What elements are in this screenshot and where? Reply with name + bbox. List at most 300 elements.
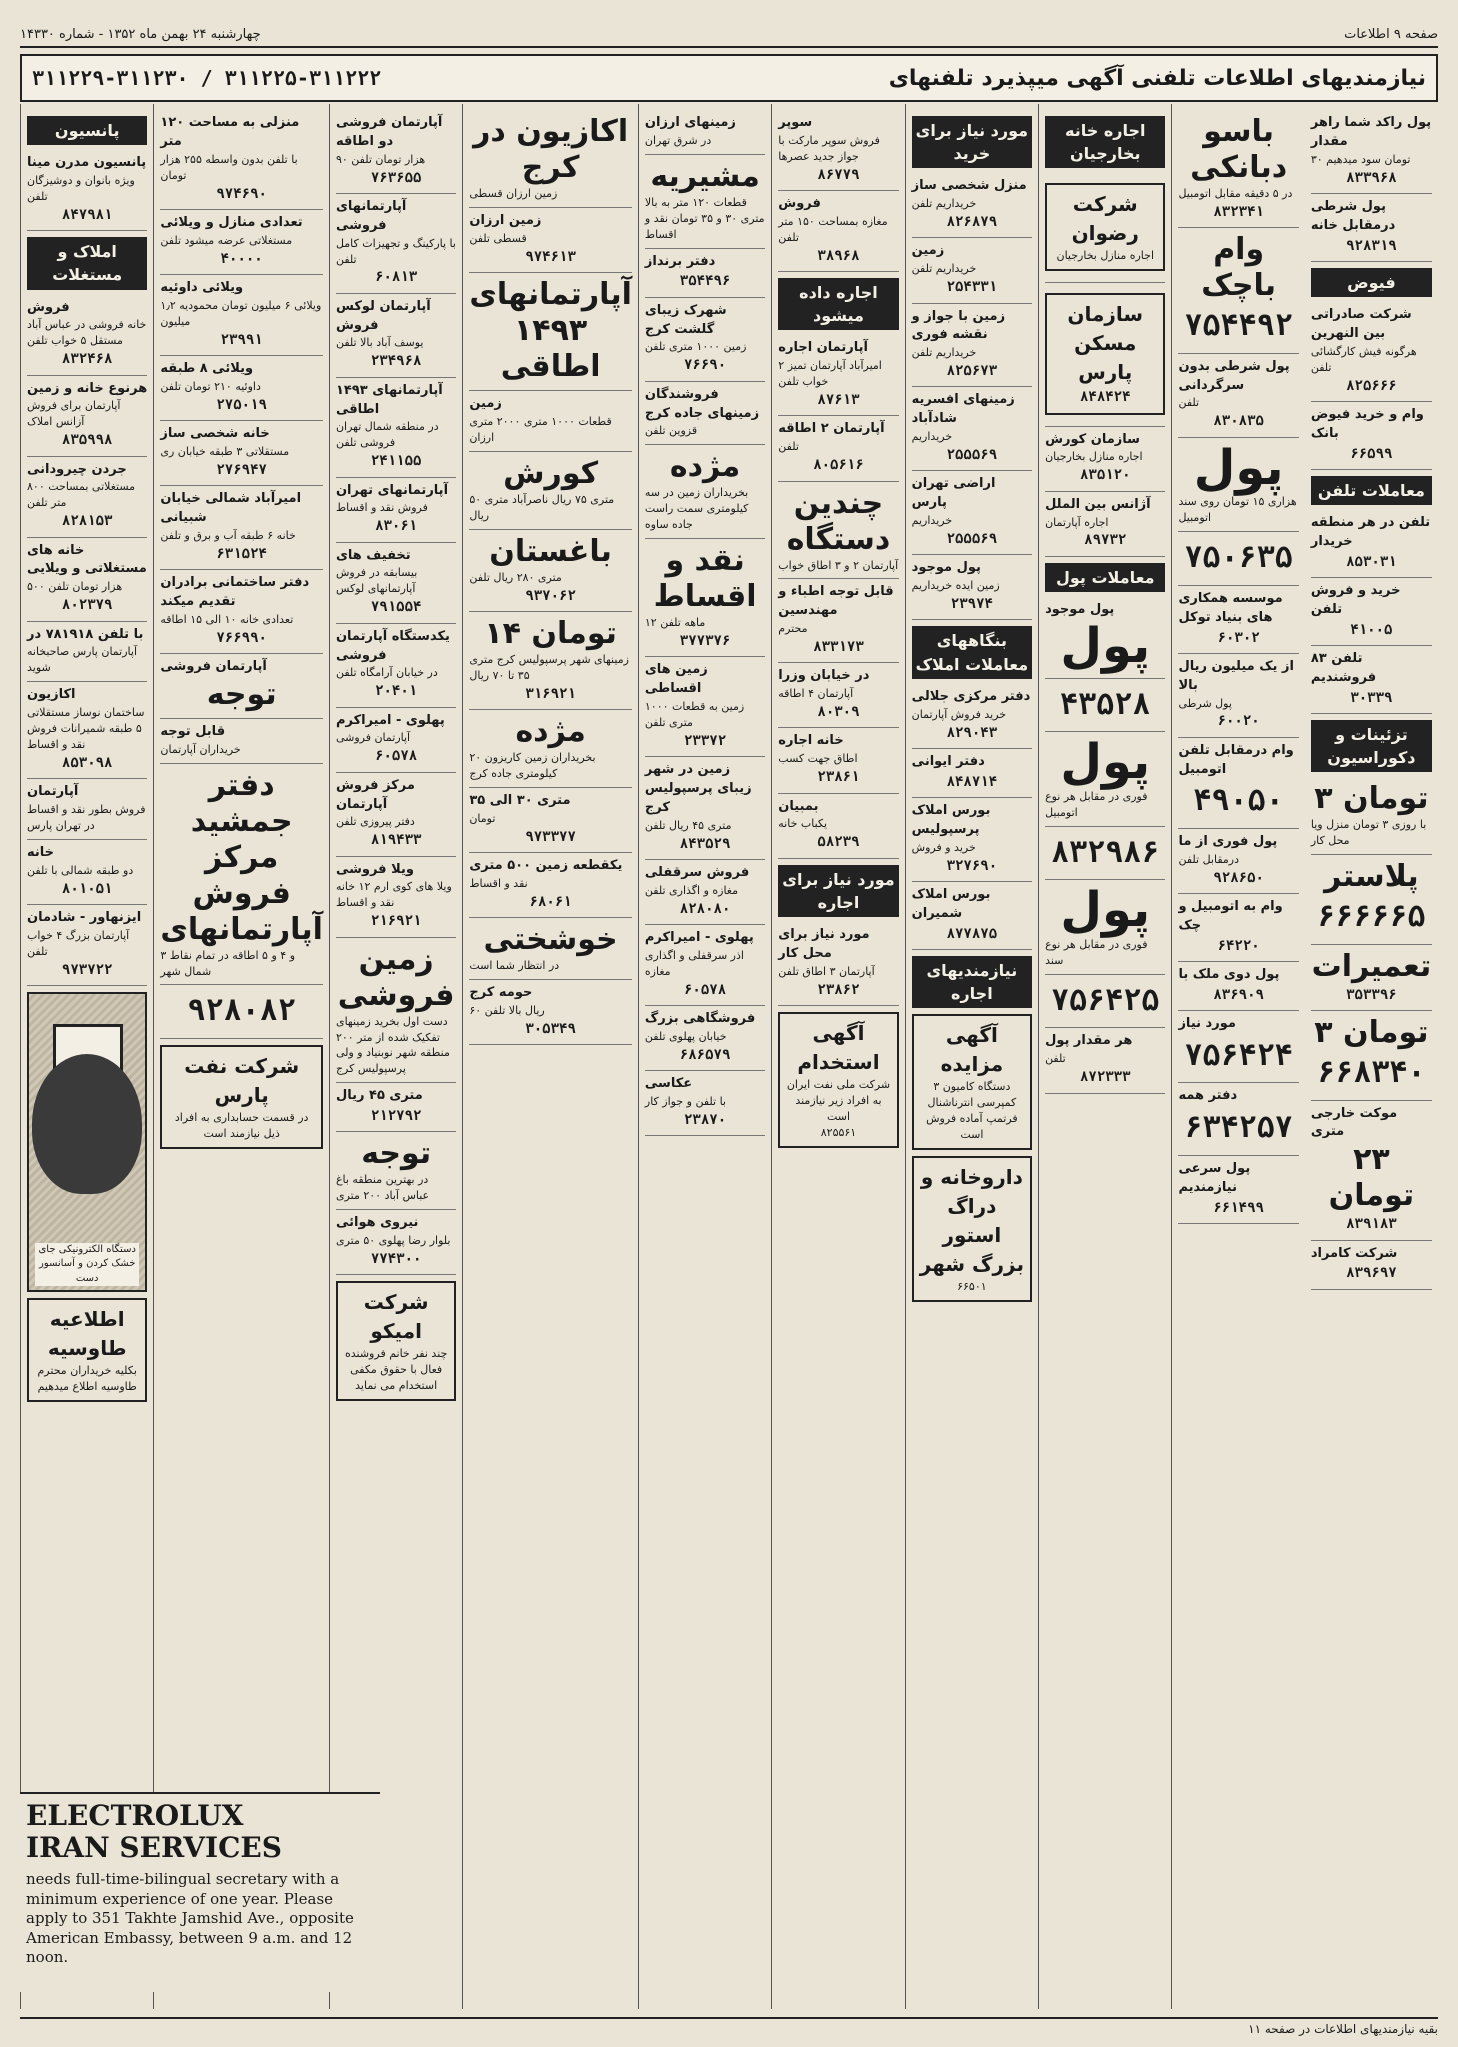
page-footer	[20, 2017, 1438, 2039]
classified-ad	[1311, 1241, 1432, 1290]
ad-title: ایزنهاور - شادمان	[27, 910, 142, 926]
boxed-ad	[1045, 183, 1165, 271]
ad-body: متری ۷۵ ریال ناصرآباد متری ۵۰ ریال	[469, 492, 615, 522]
classified-ad	[645, 298, 765, 382]
ad-title: سازمان مسکن پارس	[1067, 302, 1144, 385]
classified-ad	[469, 110, 632, 208]
classified-ad	[645, 382, 765, 446]
classified-ad	[778, 663, 898, 728]
ad-title: فروشگاهی بزرگ	[644, 1011, 756, 1027]
ad-title: دفتر ایوانی	[911, 753, 985, 769]
ad-phone: ۸۳۳۱۷۳	[813, 639, 864, 656]
ad-phone: ۳۵۴۴۹۶	[679, 273, 731, 290]
classified-ad	[336, 624, 456, 708]
classified-ad	[469, 918, 632, 980]
ad-title: یکدستگاه آپارتمان فروشی	[335, 628, 450, 663]
ad-body: اجاره منازل بخارجیان	[1045, 450, 1143, 464]
ad-title: شرکت رضوان	[1071, 192, 1139, 246]
ad-column-3	[329, 104, 462, 2009]
boxed-ad	[1045, 293, 1165, 414]
classified-ad	[912, 555, 1032, 620]
ad-headline: پلاستر	[1324, 859, 1419, 895]
ad-body: در خیابان آرامگاه تلفن	[335, 666, 438, 680]
ad-phone: ۲۰۴۰۱	[375, 683, 418, 700]
ad-title: اطلاعیه طاوسیه	[47, 1307, 127, 1361]
ad-body: آپارتمان ۳ اطاق تلفن	[778, 964, 875, 978]
ad-phone: ۳۵۳۳۹۶	[1346, 986, 1397, 1003]
ad-body: زمین به قطعات ۱۰۰۰ متری تلفن	[644, 700, 745, 729]
ad-phone: ۳۷۷۳۷۶	[679, 633, 731, 650]
ad-phone: ۸۲۶۸۷۹	[946, 214, 998, 231]
ad-column-1	[20, 104, 153, 2009]
ad-title: پول موجود	[911, 560, 981, 576]
ad-phone: ۷۶۳۶۵۵	[370, 169, 422, 186]
ad-title: با تلفن ۷۸۱۹۱۸ در	[27, 626, 144, 642]
ad-title: بمبیان	[778, 798, 819, 814]
ad-body: در بهترین منطقه باغ عباس آباد ۲۰۰ متری	[335, 1173, 430, 1203]
classified-ad	[1045, 173, 1165, 283]
classified-ad	[778, 579, 898, 663]
ad-phone: ۳۸۹۶۸	[817, 247, 860, 264]
ad-phone: ۶۶۱۴۹۹	[1213, 1199, 1264, 1216]
ad-title: موسسه همکاری های بنیاد توکل	[1178, 590, 1283, 625]
ad-title: آپارتمان اجاره	[778, 340, 868, 356]
classified-ad	[160, 275, 323, 356]
ad-phone: ۸۶۷۷۹	[817, 166, 860, 183]
classified-ad	[1311, 402, 1432, 470]
ad-title: آپارتمان فروشی دو اطاقه	[335, 115, 443, 149]
classified-ad	[1311, 1101, 1432, 1241]
ad-body: آپارتمان پارس صاحبخانه شوید	[27, 645, 137, 675]
ad-body: فوری در مقابل هر نوع اتومبیل	[1045, 789, 1148, 819]
classified-ad	[778, 110, 898, 191]
ad-phone: ۲۳۸۷۰	[684, 1111, 727, 1128]
category-header: پانسیون	[27, 116, 147, 145]
classified-ad	[1311, 945, 1432, 1011]
ad-phone: ۲۵۵۵۶۹	[946, 531, 998, 547]
ad-phone: ۶۶۸۳۴۰	[1317, 1055, 1426, 1091]
classified-ad	[912, 684, 1032, 749]
ad-headline: باغستان	[489, 533, 612, 569]
ad-phone: ۹۷۳۳۷۷	[525, 828, 576, 845]
ad-headline: نقد و اقساط	[653, 543, 757, 615]
classified-ad	[469, 391, 632, 452]
ad-title: پول راکد شما راهر مقدار	[1310, 115, 1432, 149]
ad-title: عکاسی	[644, 1076, 693, 1092]
electrolux-subtitle: IRAN SERVICES	[26, 1831, 282, 1865]
ad-body: در ۵ دقیقه مقابل اتومبیل	[1178, 187, 1293, 200]
footer-text: بقیه نیازمندیهای اطلاعات در صفحه ۱۱	[1248, 2022, 1438, 2036]
category-header: تزئینات و دکوراسیون	[1311, 720, 1432, 772]
ad-title: از یک میلیون ریال بالا	[1178, 658, 1294, 693]
ad-body: آپارتمان برای فروش آزانس املاک	[27, 399, 121, 429]
classified-ad	[645, 445, 765, 539]
ad-body: آپارتمان بزرگ ۴ خواب تلفن	[27, 928, 130, 958]
product-image-ad	[27, 992, 147, 1292]
ad-phone: ۸۴۷۹۸۱	[61, 206, 113, 223]
ad-title: زمینهای ارزان	[644, 115, 736, 130]
ad-title: شرکت صادراتی بین النهرین	[1310, 307, 1412, 341]
classified-ad	[1045, 492, 1165, 557]
classified-ad	[778, 335, 898, 416]
ad-body: یوسف آباد بالا تلفن	[335, 336, 424, 350]
ad-title: بورس املاک شمیران	[911, 886, 991, 921]
classified-ad	[160, 570, 323, 654]
classified-ad	[336, 1132, 456, 1210]
ad-title: ویلا فروشی	[335, 861, 414, 877]
ad-body: تلفن	[1045, 1052, 1066, 1066]
ad-body: متری ۴۵ ریال تلفن	[644, 818, 732, 832]
ad-phone: ۸۲۸۰۸۰	[679, 900, 731, 917]
ad-phone: ۸۵۳۰۹۸	[61, 754, 113, 771]
ad-body: زمین ۱۰۰۰ متری تلفن	[644, 340, 747, 354]
classified-ad	[912, 387, 1032, 471]
classified-ad	[27, 150, 147, 231]
ad-title: مرکز فروش آپارتمان	[335, 777, 415, 812]
classified-ad	[469, 452, 632, 530]
ad-headline: تعمیرات	[1311, 948, 1432, 984]
ad-body: با تلفن بدون واسطه ۲۵۵ هزار تومان	[160, 152, 298, 182]
classified-ad	[645, 155, 765, 249]
category-header: اجاره داده میشود	[778, 278, 898, 330]
classified-ad	[1178, 438, 1298, 533]
ad-title: حومه کرج	[469, 984, 533, 1000]
ad-title: مورد نیاز برای محل کار	[778, 926, 870, 961]
category-header: مورد نیاز برای اجاره	[778, 865, 898, 917]
category-header: اجاره خانه بخارجیان	[1045, 116, 1165, 168]
ad-title: متری ۴۵ ریال	[335, 1088, 423, 1104]
classified-ad	[336, 773, 456, 857]
ad-phone: ۸۴۳۵۲۹	[679, 835, 731, 852]
ad-title: وام به اتومبیل و چک	[1178, 899, 1283, 933]
ad-body: خریداریم تلفن	[911, 346, 977, 360]
ad-body: خریداریم	[911, 514, 953, 528]
classified-ad	[1178, 962, 1298, 1011]
issue-date: چهارشنبه ۲۴ بهمن ماه ۱۳۵۲ - شماره ۱۴۳۳۰	[20, 26, 261, 42]
ad-title: فروشندگان زمینهای جاده کرج	[644, 386, 760, 421]
ad-body: مستغلاتی عرضه میشود تلفن	[160, 233, 293, 247]
classified-ad	[469, 788, 632, 853]
classified-ad	[469, 612, 632, 710]
ad-body: ۱۲ ماهه تلفن	[644, 616, 706, 630]
ad-title: خانه شخصی ساز	[160, 426, 270, 442]
ad-title: زمینهای افسریه شادآباد	[911, 392, 1015, 427]
ad-phone: ۸۲۵۶۷۳	[946, 363, 998, 380]
ad-phone: ۷۵۰۶۳۵	[1184, 540, 1293, 576]
ad-phone: ۶۰۰۲۰	[1217, 713, 1260, 730]
ad-phone: ۹۲۸۶۵۰	[1213, 869, 1264, 886]
ad-body: در قسمت حسابداری به افراد ذیل نیازمند است	[174, 1110, 309, 1140]
ad-column-2	[153, 104, 329, 2009]
ad-title: آپارتمانهای تهران	[335, 482, 449, 498]
classified-ad	[1045, 679, 1165, 733]
ad-phone: ۸۳۵۱۲۰	[1079, 467, 1131, 484]
ad-title: یکقطعه زمین ۵۰۰ متری	[469, 857, 623, 873]
ad-phone: ۶۰۵۷۸	[684, 981, 727, 998]
ad-title: جردن چیرودانی	[27, 461, 127, 477]
classified-ad	[1311, 578, 1432, 646]
classified-ad	[160, 719, 323, 764]
classified-ad	[912, 749, 1032, 798]
ad-title: دفتر برنداز	[644, 253, 716, 269]
ad-body: قطعات ۱۲۰ متر به بالا متری ۳۰ و ۳۵ تومان نقد و اقساط	[644, 195, 765, 241]
ad-title: پول دوی ملک با	[1178, 966, 1280, 982]
image-caption: دستگاه الکترونیکی جای خشک کردن و آسانسور دست	[35, 1243, 139, 1287]
classified-ad	[1178, 654, 1298, 738]
ad-body: در شرق تهران	[644, 133, 712, 147]
ad-body: درمقابل تلفن	[1178, 852, 1240, 866]
classified-ad	[1045, 880, 1165, 975]
classified-ad	[912, 173, 1032, 238]
ad-phone: ۳۱۶۹۲۱	[525, 685, 576, 702]
ad-headline: زمین فروشی	[337, 941, 455, 1013]
ad-title: اراضی تهران پارس	[911, 476, 996, 511]
classified-ad	[1045, 1028, 1165, 1093]
ad-phone: ۲۴۱۱۵۵	[370, 453, 422, 470]
ad-phone: ۲۷۶۹۴۷	[216, 461, 267, 478]
ad-phone: ۶۶۵۹۹	[1350, 445, 1393, 462]
ad-display-word: پول	[1060, 734, 1151, 791]
mazayede-ad	[912, 1014, 1032, 1150]
ad-title: آگهی استخدام	[797, 1020, 880, 1074]
ad-title: خانه اجاره	[778, 733, 844, 749]
ad-phone: ۲۳۴۹۶۸	[370, 353, 422, 370]
ad-column-5	[638, 104, 771, 2009]
ad-title: دفتر مرکزی جلالی	[911, 688, 1031, 704]
ad-title: زمین ارزان	[469, 212, 542, 228]
ad-body: خیابان پهلوی تلفن	[644, 1029, 727, 1043]
ad-body: دو طبقه شمالی با تلفن	[27, 863, 134, 877]
classified-ad	[336, 543, 456, 624]
ad-body: فوری در مقابل هر نوع سند	[1045, 938, 1148, 967]
ad-title: آپارتمانهای ۱۴۹۳ اطاقی	[335, 382, 443, 417]
classified-ad	[1045, 975, 1165, 1029]
classified-ad	[778, 794, 898, 859]
classified-ad	[912, 304, 1032, 388]
ad-phone: ۵۸۲۳۹	[817, 834, 860, 851]
ad-body: با پارکینگ و تجهیزات کامل تلفن	[335, 236, 456, 266]
ad-body: با روزی ۳ تومان منزل ویا محل کار	[1310, 818, 1427, 848]
ad-phone: ۴۱۰۰۵	[1350, 621, 1393, 638]
classified-ad	[645, 1006, 765, 1071]
ad-body: اذر سرقفلی و اگذاری مغازه	[644, 948, 744, 978]
ad-body: تعدادی خانه ۱۰ الی ۱۵ اطاقه	[160, 612, 294, 626]
classified-ad	[1311, 646, 1432, 714]
ad-title: دفتر همه	[1178, 1088, 1238, 1104]
ad-title: زمین	[469, 396, 502, 412]
ad-body: بلوار رضا پهلوی ۵۰ متری	[335, 1234, 451, 1248]
ad-headline: ۲۳ تومان	[1328, 1142, 1415, 1214]
ad-body: شرکت ملی نفت ایران به افراد زیر نیازمند است	[786, 1077, 891, 1123]
classified-ad	[912, 798, 1032, 882]
ad-title: قابل توجه اطباء و مهندسین	[778, 584, 894, 619]
ad-phone: ۸۳۲۳۴۱	[1213, 203, 1264, 220]
ad-title: شهرک زیبای گلشت کرج	[644, 302, 727, 337]
ad-column-10	[1305, 104, 1438, 2009]
ad-title: دفتر ساختمانی برادران تقدیم میکند	[160, 575, 310, 609]
ad-display-word: پول	[1060, 882, 1151, 939]
ad-phone: ۸۱۹۴۳۳	[370, 832, 422, 849]
ad-phone: ۹۲۸۰۸۲	[187, 993, 296, 1029]
ad-phone: ۴۹۰۵۰	[1193, 783, 1284, 819]
ad-body: فروش سوپر مارکت با جواز جدید عصرها	[778, 133, 880, 163]
classified-ad	[645, 539, 765, 657]
ad-body: مغازه بمساحت ۱۵۰ متر تلفن	[778, 214, 888, 244]
ad-phone: ۶۳۱۵۲۴	[216, 545, 267, 562]
ad-phone: ۸۳۰۸۳۵	[1213, 413, 1264, 430]
ad-title: امیرآباد شمالی خیابان شبیانی	[160, 491, 302, 525]
ad-body: امیرآباد آپارتمان تمیز ۲ خواب تلفن	[778, 359, 882, 389]
classified-ad	[27, 779, 147, 840]
ad-title: هر مقدار پول	[1045, 1033, 1133, 1049]
classified-ad	[912, 238, 1032, 303]
ad-title: پول موجود	[1045, 601, 1115, 617]
classified-ad	[1311, 302, 1432, 402]
ad-title: پهلوی - امیراکرم	[335, 712, 445, 728]
classified-ad	[778, 416, 898, 481]
ad-title: زمین	[911, 243, 945, 259]
amico-ad	[336, 1281, 456, 1401]
ad-phone: ۸۲۸۱۵۳	[61, 513, 113, 530]
ad-phone: ۸۲۵۵۶۱	[820, 1125, 857, 1139]
ad-body: خریداریم	[911, 430, 953, 444]
ad-body: ۳۰ تومان سود میدهیم	[1310, 152, 1411, 166]
ad-phone: ۲۳۳۷۲	[684, 732, 727, 749]
page-header	[20, 22, 1438, 48]
ad-body: ۶۰ ریال بالا تلفن	[469, 1003, 545, 1017]
ad-phone: ۲۱۶۹۲۱	[370, 913, 422, 930]
ad-phone: ۷۵۴۴۹۲	[1184, 308, 1293, 344]
classified-ad	[645, 657, 765, 757]
classified-ad	[160, 486, 323, 570]
classified-ad	[645, 1071, 765, 1136]
classified-ad	[27, 295, 147, 376]
classified-ad	[27, 457, 147, 538]
ad-phone: ۸۷۲۳۳۳	[1079, 1069, 1131, 1086]
ad-phone: ۲۵۵۵۶۹	[946, 447, 998, 464]
ad-title: پانسیون مدرن مینا	[27, 155, 147, 171]
ad-phone: ۶۶۵۰۱	[957, 1280, 987, 1293]
ad-body: دست اول بخرید زمینهای تفکیک شده از متر ۲۰۰ منطقه شهر نوبنیاد و ولی پرسپولیس کرج	[335, 1014, 450, 1076]
ad-display-word: پول	[1193, 439, 1284, 496]
classified-ad	[645, 860, 765, 925]
ad-title: آگهی مزایده	[940, 1023, 1004, 1077]
ad-phone: ۷۷۴۳۰۰	[370, 1251, 422, 1268]
naftpars-ad	[160, 1045, 323, 1149]
ad-title: خانه	[27, 844, 55, 860]
ad-headline: خوشختی	[483, 922, 618, 958]
ad-title: تلفن در هر منطقه خریدار	[1310, 515, 1431, 549]
classified-ad	[645, 757, 765, 860]
ad-title: موکت خارجی متری	[1310, 1105, 1398, 1140]
category-header: معاملات تلفن	[1311, 476, 1432, 505]
category-header: مورد نیاز برای خرید	[912, 116, 1032, 168]
ad-body: قسطی تلفن	[469, 231, 527, 245]
classified-ad	[27, 905, 147, 986]
classified-ad	[1045, 283, 1165, 426]
ad-phone: ۸۳۳۹۶۸	[1346, 169, 1397, 186]
ad-phone: ۸۰۱۰۵۱	[61, 880, 113, 897]
classified-ad	[1311, 510, 1432, 578]
ad-title: آپارتمانهای فروشی	[335, 198, 407, 233]
classified-ad	[336, 857, 456, 938]
ad-headline: ۱۴ تومان	[484, 615, 617, 651]
ad-title: خانه های مستغلاتی و ویلایی	[27, 542, 147, 577]
classified-ad	[778, 191, 898, 272]
phone-banner	[20, 54, 1438, 102]
ad-phone: ۸۲۵۶۶۶	[1346, 377, 1397, 394]
classified-ad	[1311, 1011, 1432, 1101]
classified-ad	[912, 882, 1032, 950]
classified-ad	[1178, 586, 1298, 654]
ad-body: هرگونه فیش کارگشائی تلفن	[1310, 344, 1417, 374]
category-header: املاک و مستغلات	[27, 237, 147, 289]
ad-phone: ۸۰۵۶۱۶	[813, 457, 864, 474]
classified-ad	[336, 938, 456, 1084]
ad-title: پول شرطی درمقابل خانه	[1310, 198, 1396, 233]
ad-column-4	[462, 104, 638, 2009]
drugstore-ad	[912, 1156, 1032, 1302]
ad-phone: ۴۰۰۰۰	[220, 250, 263, 267]
ad-phone: ۸۴۸۴۲۴	[1079, 389, 1131, 406]
ad-title: وام و خرید فیوض بانک	[1310, 406, 1424, 441]
electrolux-ad	[20, 1792, 380, 1992]
classified-ad	[778, 482, 898, 580]
classified-ad	[336, 1210, 456, 1275]
ad-headline: ۳ تومان	[1314, 1015, 1429, 1051]
ad-phone: ۶۳۴۲۵۷	[1184, 1110, 1293, 1146]
ad-title: سوپر	[778, 115, 813, 130]
ad-title: فروش سرقفلی	[644, 864, 750, 880]
classified-ad	[1045, 597, 1165, 679]
ad-body: ساختمان نوساز مستقلاتی ۵ طبقه شمیرانات فروش نقد و اقساط	[27, 706, 145, 751]
classified-ad	[1178, 894, 1298, 962]
ad-phone: ۹۷۴۶۱۳	[525, 248, 576, 265]
ad-headline: مژده	[515, 714, 586, 750]
ad-body: تلفن	[778, 440, 799, 454]
ad-title: پول فوری از ما	[1178, 833, 1278, 849]
electrolux-body: needs full-time-bilingual secretary with a minimum experience of one year. Please apply to 351 Takhte Jamshid Ave., opposite American Embassy, between 9 a.m. and 12 noon.	[26, 1870, 354, 1967]
ad-body: فروش بطور نقد و اقساط در تهران پارس	[27, 803, 146, 832]
ad-phone: ۲۳۸۶۱	[817, 769, 860, 786]
ad-phone: ۶۶۶۶۶۵	[1317, 899, 1426, 935]
ad-body: مغازه و اگذاری تلفن	[644, 883, 739, 897]
ad-title: بورس املاک پرسپولیس	[911, 802, 991, 837]
ad-phone: ۸۹۷۳۲	[1084, 532, 1127, 549]
ad-phone: ۸۷۶۱۳	[817, 392, 860, 409]
ad-phone: ۸۳۹۱۸۳	[1346, 1216, 1397, 1233]
ad-title: ویلائی ۸ طبقه	[160, 360, 254, 376]
ad-body: قزوین تلفن	[644, 424, 698, 438]
classified-ad	[27, 622, 147, 683]
ad-phone: ۸۳۰۶۱	[375, 518, 418, 535]
classified-ad	[27, 840, 147, 905]
classified-ad	[1178, 354, 1298, 438]
classified-ad	[336, 378, 456, 478]
ad-phone: ۸۰۲۳۷۹	[61, 597, 113, 614]
ad-title: آپارتمان	[27, 784, 79, 800]
ad-body: در منطقه شمال تهران فروشی تلفن	[335, 420, 439, 450]
ad-body: هزاری ۱۵ تومان روی سند اتومبیل	[1178, 495, 1297, 525]
ad-phone: ۲۷۵۰۱۹	[216, 396, 267, 413]
ad-body: خریداریم تلفن	[911, 262, 977, 276]
ad-phone: ۶۸۰۶۱	[529, 893, 572, 910]
ad-title: شرکت کامراد	[1310, 1245, 1398, 1261]
category-header: فیوض	[1311, 268, 1432, 297]
ad-phone: ۷۵۶۴۲۴	[1184, 1037, 1293, 1073]
ad-body: اجاره آپارتمان	[1045, 515, 1109, 529]
ad-column-6	[771, 104, 904, 2009]
